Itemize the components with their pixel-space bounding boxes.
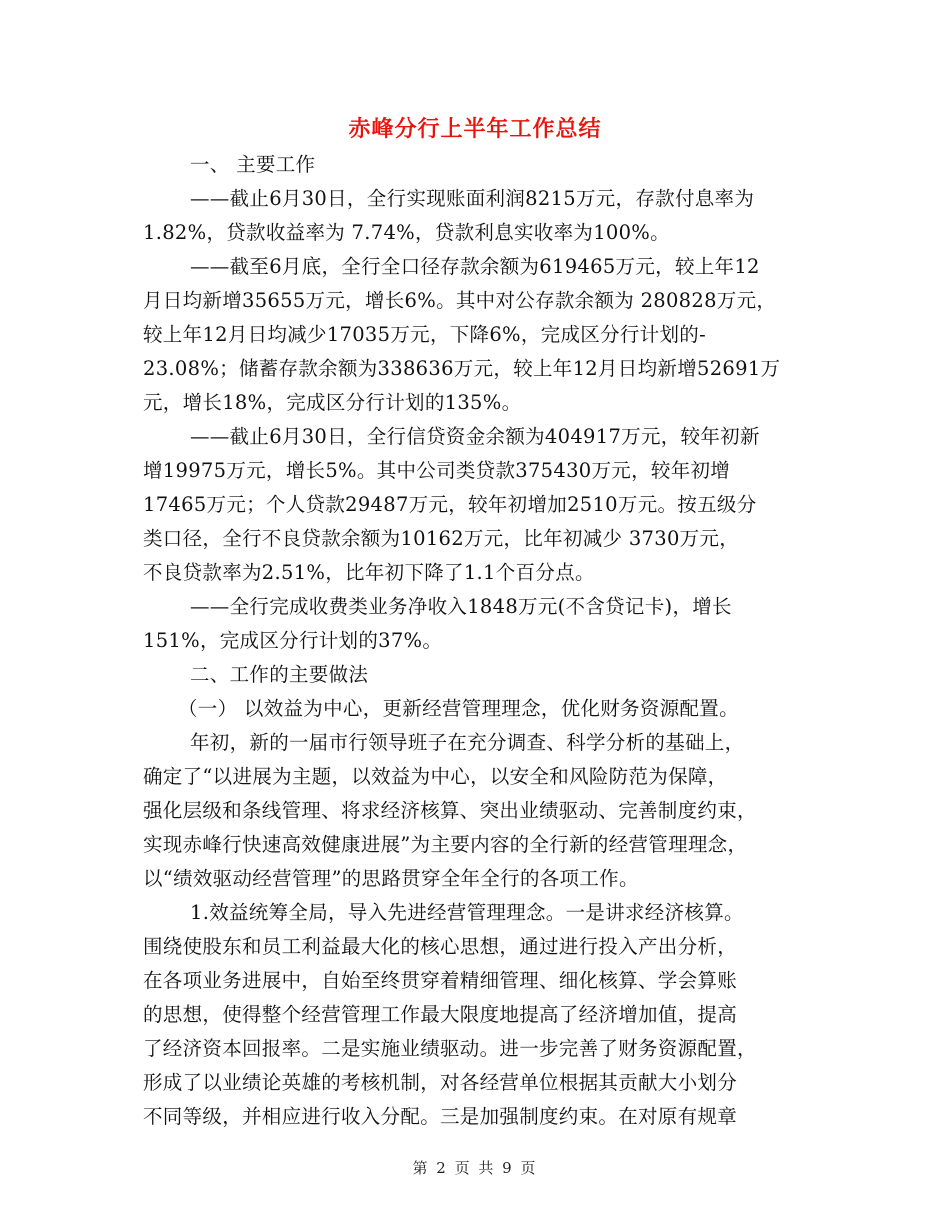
body-line: 一、 主要工作 <box>190 153 316 176</box>
section-heading: 二、工作的主要做法 <box>190 663 369 686</box>
body-line: ——截至6月底，全行全口径存款余额为619465万元，较上年12 <box>190 255 760 278</box>
body-line: ——全行完成收费类业务净收入1848万元(不含贷记卡)，增长 <box>190 595 732 618</box>
body-line: 形成了以业绩论英雄的考核机制，对各经营单位根据其贡献大小划分 <box>143 1071 738 1094</box>
body-line: 1.82%，贷款收益率为 7.74%，贷款利息实收率为100%。 <box>143 221 670 244</box>
body-line: 了经济资本回报率。二是实施业绩驱动。进一步完善了财务资源配置， <box>143 1037 757 1060</box>
body-line: 151%，完成区分行计划的37%。 <box>143 629 443 652</box>
body-line: 月日均新增35655万元，增长6%。其中对公存款余额为 280828万元， <box>143 289 777 312</box>
body-line: ——截止6月30日，全行实现账面利润8215万元，存款付息率为 <box>190 187 755 210</box>
body-line: 不同等级，并相应进行收入分配。三是加强制度约束。在对原有规章 <box>143 1105 738 1128</box>
subsection-heading: （一） 以效益为中心，更新经营管理理念，优化财务资源配置。 <box>178 697 739 720</box>
body-line: 实现赤峰行快速高效健康进展”为主要内容的全行新的经营管理理念， <box>143 833 748 856</box>
document-title: 赤峰分行上半年工作总结 <box>348 117 602 142</box>
body-line: 以“绩效驱动经营管理”的思路贯穿全年全行的各项工作。 <box>143 867 639 890</box>
body-line: 17465万元；个人贷款29487万元，较年初增加2510万元。按五级分 <box>143 493 757 516</box>
body-line: 在各项业务进展中，自始至终贯穿着精细管理、细化核算、学会算账 <box>143 969 738 992</box>
body-line: 类口径，全行不良贷款余额为10162万元，比年初减少 3730万元， <box>143 527 740 550</box>
page-footer: 第 2 页 共 9 页 <box>412 1159 538 1177</box>
body-line: ——截止6月30日，全行信贷资金余额为404917万元，较年初新 <box>190 425 760 448</box>
body-line: 的思想，使得整个经营管理工作最大限度地提高了经济增加值，提高 <box>143 1003 738 1026</box>
body-line: 不良贷款率为2.51%，比年初下降了1.1个百分点。 <box>143 561 595 584</box>
body-line: 增19975万元，增长5%。其中公司类贷款375430万元，较年初增 <box>143 459 731 482</box>
body-line: 较上年12月日均减少17035万元，下降6%，完成区分行计划的- <box>143 323 706 346</box>
body-line: 年初，新的一届市行领导班子在充分调查、科学分析的基础上， <box>190 731 745 754</box>
body-line: 元，增长18%，完成区分行计划的135%。 <box>143 391 522 414</box>
body-line: 围绕使股东和员工利益最大化的核心思想，通过进行投入产出分析， <box>143 935 738 958</box>
body-line: 23.08%；储蓄存款余额为338636万元，较上年12月日均新增52691万 <box>143 357 781 380</box>
body-line: 强化层级和条线管理、将求经济核算、突出业绩驱动、完善制度约束， <box>143 799 757 822</box>
body-line: 1.效益统筹全局，导入先进经营管理理念。一是讲求经济核算。 <box>190 901 744 924</box>
body-line: 确定了“以进展为主题，以效益为中心，以安全和风险防范为保障， <box>143 765 728 788</box>
